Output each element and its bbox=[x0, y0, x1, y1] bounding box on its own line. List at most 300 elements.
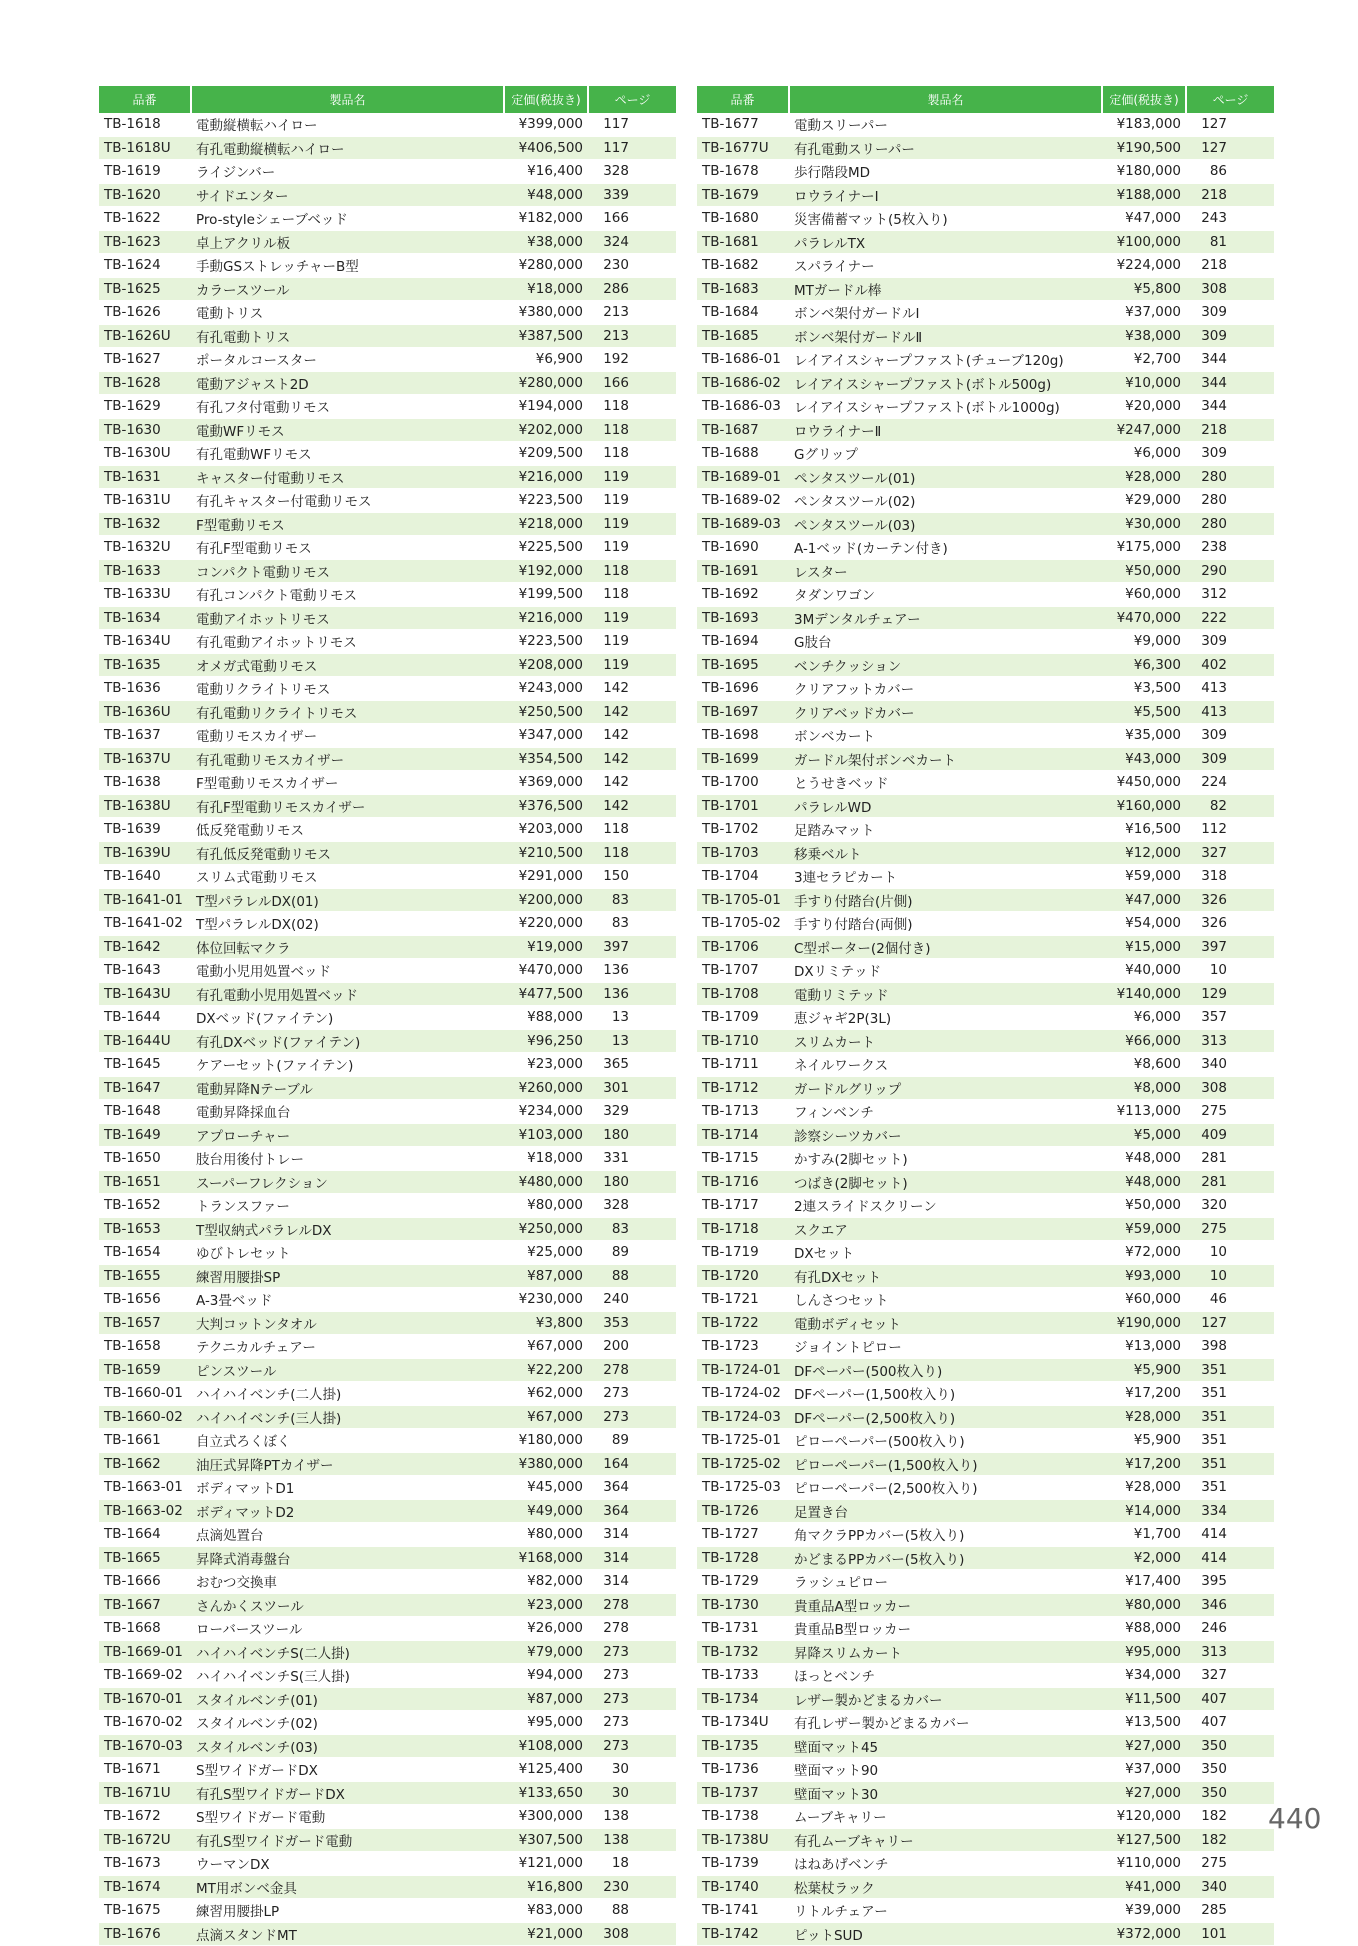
product-code: TB-1689-01 bbox=[697, 465, 789, 489]
product-code: TB-1637U bbox=[99, 747, 191, 771]
product-page: 308 bbox=[588, 1922, 676, 1946]
product-page: 331 bbox=[588, 1147, 676, 1171]
product-name: コンパクト電動リモス bbox=[191, 559, 504, 583]
table-row bbox=[697, 677, 1274, 701]
product-code: TB-1696 bbox=[697, 677, 789, 701]
product-page: 119 bbox=[588, 512, 676, 536]
table-row bbox=[697, 207, 1274, 231]
page-number: 440 bbox=[1268, 1802, 1322, 1835]
product-price: ¥13,500 bbox=[1102, 1711, 1186, 1735]
product-name: T型パラレルDX(01) bbox=[191, 888, 504, 912]
product-price: ¥113,000 bbox=[1102, 1100, 1186, 1124]
table-row bbox=[697, 935, 1274, 959]
product-name: アプローチャー bbox=[191, 1123, 504, 1147]
product-name: 有孔F型電動リモス bbox=[191, 536, 504, 560]
table-row bbox=[697, 1147, 1274, 1171]
product-page: 357 bbox=[1186, 1006, 1274, 1030]
product-name: 電動リクライトリモス bbox=[191, 677, 504, 701]
product-code: TB-1654 bbox=[99, 1241, 191, 1265]
table-row bbox=[697, 888, 1274, 912]
product-code: TB-1733 bbox=[697, 1664, 789, 1688]
table-row bbox=[99, 865, 676, 889]
product-name: ネイルワークス bbox=[789, 1053, 1102, 1077]
product-code: TB-1686-03 bbox=[697, 395, 789, 419]
table-row bbox=[697, 818, 1274, 842]
product-price: ¥3,800 bbox=[504, 1311, 588, 1335]
product-code: TB-1725-01 bbox=[697, 1429, 789, 1453]
product-code: TB-1676 bbox=[99, 1922, 191, 1946]
product-name: ラッシュピロー bbox=[789, 1570, 1102, 1594]
product-price: ¥2,000 bbox=[1102, 1546, 1186, 1570]
table-row bbox=[99, 1664, 676, 1688]
table-row bbox=[99, 1570, 676, 1594]
product-price: ¥188,000 bbox=[1102, 183, 1186, 207]
product-page: 142 bbox=[588, 794, 676, 818]
product-price: ¥18,000 bbox=[504, 1147, 588, 1171]
product-name: 移乗ベルト bbox=[789, 841, 1102, 865]
product-price: ¥6,900 bbox=[504, 348, 588, 372]
table-row bbox=[697, 113, 1274, 136]
product-page: 273 bbox=[588, 1640, 676, 1664]
product-code: TB-1647 bbox=[99, 1076, 191, 1100]
table-row bbox=[697, 465, 1274, 489]
product-name: 有孔電動リモスカイザー bbox=[191, 747, 504, 771]
product-code: TB-1681 bbox=[697, 230, 789, 254]
product-price: ¥218,000 bbox=[504, 512, 588, 536]
product-code: TB-1660-02 bbox=[99, 1405, 191, 1429]
product-name: 有孔レザー製かどまるカバー bbox=[789, 1711, 1102, 1735]
table-row bbox=[697, 1217, 1274, 1241]
product-price: ¥5,800 bbox=[1102, 277, 1186, 301]
product-name: さんかくスツール bbox=[191, 1593, 504, 1617]
table-row bbox=[99, 1100, 676, 1124]
table-row bbox=[99, 747, 676, 771]
table-row bbox=[697, 1194, 1274, 1218]
product-price: ¥5,500 bbox=[1102, 700, 1186, 724]
product-name: 有孔電動トリス bbox=[191, 324, 504, 348]
product-price: ¥48,000 bbox=[504, 183, 588, 207]
product-price: ¥347,000 bbox=[504, 724, 588, 748]
product-name: ピンスツール bbox=[191, 1358, 504, 1382]
product-code: TB-1652 bbox=[99, 1194, 191, 1218]
product-code: TB-1661 bbox=[99, 1429, 191, 1453]
table-row bbox=[99, 1852, 676, 1876]
product-code: TB-1644U bbox=[99, 1029, 191, 1053]
product-code: TB-1653 bbox=[99, 1217, 191, 1241]
product-code: TB-1643U bbox=[99, 982, 191, 1006]
product-name: 手すり付踏台(片側) bbox=[789, 888, 1102, 912]
product-page: 230 bbox=[588, 254, 676, 278]
product-code: TB-1663-01 bbox=[99, 1476, 191, 1500]
product-page: 224 bbox=[1186, 771, 1274, 795]
product-name: A-1ベッド(カーテン付き) bbox=[789, 536, 1102, 560]
product-price: ¥88,000 bbox=[504, 1006, 588, 1030]
product-price: ¥17,200 bbox=[1102, 1452, 1186, 1476]
product-price: ¥110,000 bbox=[1102, 1852, 1186, 1876]
product-name: ゆびトレセット bbox=[191, 1241, 504, 1265]
product-code: TB-1622 bbox=[99, 207, 191, 231]
product-price: ¥203,000 bbox=[504, 818, 588, 842]
product-price: ¥28,000 bbox=[1102, 1405, 1186, 1429]
product-code: TB-1710 bbox=[697, 1029, 789, 1053]
product-code: TB-1656 bbox=[99, 1288, 191, 1312]
product-price: ¥49,000 bbox=[504, 1499, 588, 1523]
product-price: ¥47,000 bbox=[1102, 888, 1186, 912]
product-page: 309 bbox=[1186, 630, 1274, 654]
product-price: ¥96,250 bbox=[504, 1029, 588, 1053]
table-row bbox=[99, 1405, 676, 1429]
product-name: ハイハイベンチ(二人掛) bbox=[191, 1382, 504, 1406]
product-name: 有孔ムーブキャリー bbox=[789, 1828, 1102, 1852]
product-price: ¥470,000 bbox=[504, 959, 588, 983]
table-row bbox=[697, 160, 1274, 184]
product-code: TB-1627 bbox=[99, 348, 191, 372]
product-code: TB-1706 bbox=[697, 935, 789, 959]
product-price: ¥19,000 bbox=[504, 935, 588, 959]
product-name: 昇降式消毒盤台 bbox=[191, 1546, 504, 1570]
product-page: 314 bbox=[588, 1546, 676, 1570]
product-page: 230 bbox=[588, 1875, 676, 1899]
product-price: ¥133,650 bbox=[504, 1781, 588, 1805]
product-name: 有孔S型ワイドガードDX bbox=[191, 1781, 504, 1805]
product-page: 127 bbox=[1186, 1311, 1274, 1335]
product-name: C型ポーター(2個付き) bbox=[789, 935, 1102, 959]
product-price: ¥15,000 bbox=[1102, 935, 1186, 959]
product-name: カラースツール bbox=[191, 277, 504, 301]
product-code: TB-1631U bbox=[99, 489, 191, 513]
product-name: 油圧式昇降PTカイザー bbox=[191, 1452, 504, 1476]
product-name: DFペーパー(500枚入り) bbox=[789, 1358, 1102, 1382]
product-price: ¥25,000 bbox=[504, 1241, 588, 1265]
product-price: ¥62,000 bbox=[504, 1382, 588, 1406]
table-header-row bbox=[697, 86, 1274, 113]
product-price: ¥5,900 bbox=[1102, 1358, 1186, 1382]
product-name: 点滴スタンドMT bbox=[191, 1922, 504, 1946]
table-row bbox=[99, 1335, 676, 1359]
product-page: 83 bbox=[588, 888, 676, 912]
product-name: S型ワイドガード電動 bbox=[191, 1805, 504, 1829]
product-name: MT用ボンベ金具 bbox=[191, 1875, 504, 1899]
product-page: 273 bbox=[588, 1734, 676, 1758]
product-page: 127 bbox=[1186, 113, 1274, 136]
product-name: 練習用腰掛SP bbox=[191, 1264, 504, 1288]
product-name: レイアイスシャープファスト(チューブ120g) bbox=[789, 348, 1102, 372]
table-row bbox=[99, 841, 676, 865]
table-row bbox=[99, 348, 676, 372]
header-page: ページ bbox=[588, 86, 676, 113]
product-name: ガードル架付ボンベカート bbox=[789, 747, 1102, 771]
product-price: ¥11,500 bbox=[1102, 1687, 1186, 1711]
product-code: TB-1643 bbox=[99, 959, 191, 983]
table-row bbox=[99, 1311, 676, 1335]
product-page: 243 bbox=[1186, 207, 1274, 231]
product-name: 有孔電動縦横転ハイロー bbox=[191, 136, 504, 160]
product-page: 324 bbox=[588, 230, 676, 254]
product-name: ロウライナーⅡ bbox=[789, 418, 1102, 442]
product-page: 312 bbox=[1186, 583, 1274, 607]
table-row bbox=[99, 1288, 676, 1312]
product-name: かすみ(2脚セット) bbox=[789, 1147, 1102, 1171]
product-price: ¥180,000 bbox=[504, 1429, 588, 1453]
product-name: 有孔F型電動リモスカイザー bbox=[191, 794, 504, 818]
product-page: 10 bbox=[1186, 1264, 1274, 1288]
product-page: 218 bbox=[1186, 183, 1274, 207]
table-row bbox=[99, 1123, 676, 1147]
product-code: TB-1726 bbox=[697, 1499, 789, 1523]
product-page: 309 bbox=[1186, 747, 1274, 771]
product-name: ピローペーパー(2,500枚入り) bbox=[789, 1476, 1102, 1500]
product-page: 166 bbox=[588, 371, 676, 395]
table-row bbox=[697, 959, 1274, 983]
product-code: TB-1738 bbox=[697, 1805, 789, 1829]
table-row bbox=[697, 1664, 1274, 1688]
product-name: MTガードル棒 bbox=[789, 277, 1102, 301]
table-row bbox=[99, 1805, 676, 1829]
product-name: 卓上アクリル板 bbox=[191, 230, 504, 254]
product-code: TB-1677U bbox=[697, 136, 789, 160]
product-code: TB-1670-03 bbox=[99, 1734, 191, 1758]
product-page: 200 bbox=[588, 1335, 676, 1359]
product-price: ¥5,000 bbox=[1102, 1123, 1186, 1147]
product-code: TB-1649 bbox=[99, 1123, 191, 1147]
product-page: 118 bbox=[588, 818, 676, 842]
product-price: ¥83,000 bbox=[504, 1899, 588, 1923]
product-page: 364 bbox=[588, 1476, 676, 1500]
product-price: ¥67,000 bbox=[504, 1405, 588, 1429]
product-page: 328 bbox=[588, 1194, 676, 1218]
product-code: TB-1663-02 bbox=[99, 1499, 191, 1523]
product-code: TB-1628 bbox=[99, 371, 191, 395]
product-code: TB-1707 bbox=[697, 959, 789, 983]
product-code: TB-1694 bbox=[697, 630, 789, 654]
product-page: 275 bbox=[1186, 1852, 1274, 1876]
product-price: ¥43,000 bbox=[1102, 747, 1186, 771]
table-row bbox=[99, 465, 676, 489]
product-code: TB-1727 bbox=[697, 1523, 789, 1547]
table-row bbox=[99, 583, 676, 607]
table-row bbox=[697, 1006, 1274, 1030]
product-price: ¥183,000 bbox=[1102, 113, 1186, 136]
product-price: ¥247,000 bbox=[1102, 418, 1186, 442]
product-name: スリム式電動リモス bbox=[191, 865, 504, 889]
product-page: 101 bbox=[1186, 1922, 1274, 1946]
product-name: おむつ交換車 bbox=[191, 1570, 504, 1594]
product-price: ¥224,000 bbox=[1102, 254, 1186, 278]
product-name: テクニカルチェアー bbox=[191, 1335, 504, 1359]
product-price: ¥94,000 bbox=[504, 1664, 588, 1688]
product-page: 397 bbox=[1186, 935, 1274, 959]
product-price: ¥202,000 bbox=[504, 418, 588, 442]
product-name: 体位回転マクラ bbox=[191, 935, 504, 959]
product-price: ¥30,000 bbox=[1102, 512, 1186, 536]
product-code: TB-1664 bbox=[99, 1523, 191, 1547]
product-price: ¥38,000 bbox=[1102, 324, 1186, 348]
product-price: ¥234,000 bbox=[504, 1100, 588, 1124]
product-page: 278 bbox=[588, 1593, 676, 1617]
product-price: ¥50,000 bbox=[1102, 559, 1186, 583]
product-price: ¥27,000 bbox=[1102, 1781, 1186, 1805]
product-name: 電動アイホットリモス bbox=[191, 606, 504, 630]
product-price: ¥72,000 bbox=[1102, 1241, 1186, 1265]
product-name: 歩行階段MD bbox=[789, 160, 1102, 184]
product-price: ¥369,000 bbox=[504, 771, 588, 795]
product-page: 328 bbox=[588, 160, 676, 184]
product-name: ピローペーパー(1,500枚入り) bbox=[789, 1452, 1102, 1476]
product-name: F型電動リモス bbox=[191, 512, 504, 536]
table-row bbox=[697, 1781, 1274, 1805]
product-code: TB-1741 bbox=[697, 1899, 789, 1923]
table-row bbox=[697, 489, 1274, 513]
product-page: 164 bbox=[588, 1452, 676, 1476]
table-row bbox=[99, 1476, 676, 1500]
product-price: ¥13,000 bbox=[1102, 1335, 1186, 1359]
product-price: ¥103,000 bbox=[504, 1123, 588, 1147]
product-page: 119 bbox=[588, 536, 676, 560]
product-code: TB-1641-02 bbox=[99, 912, 191, 936]
product-code: TB-1672 bbox=[99, 1805, 191, 1829]
product-price: ¥380,000 bbox=[504, 301, 588, 325]
product-code: TB-1735 bbox=[697, 1734, 789, 1758]
product-price: ¥17,400 bbox=[1102, 1570, 1186, 1594]
product-code: TB-1634 bbox=[99, 606, 191, 630]
product-code: TB-1724-01 bbox=[697, 1358, 789, 1382]
product-page: 326 bbox=[1186, 912, 1274, 936]
table-row bbox=[697, 230, 1274, 254]
product-price: ¥470,000 bbox=[1102, 606, 1186, 630]
product-page: 118 bbox=[588, 583, 676, 607]
product-code: TB-1693 bbox=[697, 606, 789, 630]
table-row bbox=[697, 348, 1274, 372]
product-price: ¥26,000 bbox=[504, 1617, 588, 1641]
product-name: 有孔DXベッド(ファイテン) bbox=[191, 1029, 504, 1053]
product-name: ハイハイベンチ(三人掛) bbox=[191, 1405, 504, 1429]
product-code: TB-1699 bbox=[697, 747, 789, 771]
product-name: ローバースツール bbox=[191, 1617, 504, 1641]
table-row bbox=[697, 1170, 1274, 1194]
product-page: 414 bbox=[1186, 1546, 1274, 1570]
table-row bbox=[99, 935, 676, 959]
product-code: TB-1684 bbox=[697, 301, 789, 325]
product-code: TB-1630U bbox=[99, 442, 191, 466]
product-code: TB-1635 bbox=[99, 653, 191, 677]
table-row bbox=[697, 1123, 1274, 1147]
product-code: TB-1732 bbox=[697, 1640, 789, 1664]
product-page: 119 bbox=[588, 489, 676, 513]
product-page: 10 bbox=[1186, 959, 1274, 983]
product-page: 273 bbox=[588, 1405, 676, 1429]
product-code: TB-1712 bbox=[697, 1076, 789, 1100]
table-row bbox=[697, 1100, 1274, 1124]
table-row bbox=[697, 1570, 1274, 1594]
product-page: 118 bbox=[588, 841, 676, 865]
product-code: TB-1728 bbox=[697, 1546, 789, 1570]
product-price: ¥300,000 bbox=[504, 1805, 588, 1829]
product-name: 3連セラピカート bbox=[789, 865, 1102, 889]
product-page: 334 bbox=[1186, 1499, 1274, 1523]
product-code: TB-1742 bbox=[697, 1922, 789, 1946]
product-page: 351 bbox=[1186, 1382, 1274, 1406]
table-row bbox=[99, 1264, 676, 1288]
product-price: ¥6,000 bbox=[1102, 1006, 1186, 1030]
product-page: 365 bbox=[588, 1053, 676, 1077]
product-code: TB-1736 bbox=[697, 1758, 789, 1782]
product-page: 350 bbox=[1186, 1781, 1274, 1805]
table-row bbox=[99, 1617, 676, 1641]
table-row bbox=[697, 1523, 1274, 1547]
product-price: ¥208,000 bbox=[504, 653, 588, 677]
product-code: TB-1695 bbox=[697, 653, 789, 677]
product-price: ¥406,500 bbox=[504, 136, 588, 160]
product-price: ¥100,000 bbox=[1102, 230, 1186, 254]
product-price: ¥168,000 bbox=[504, 1546, 588, 1570]
product-page: 275 bbox=[1186, 1100, 1274, 1124]
product-code: TB-1703 bbox=[697, 841, 789, 865]
product-code: TB-1626U bbox=[99, 324, 191, 348]
product-code: TB-1714 bbox=[697, 1123, 789, 1147]
product-page: 88 bbox=[588, 1264, 676, 1288]
product-page: 309 bbox=[1186, 442, 1274, 466]
product-name: ほっとベンチ bbox=[789, 1664, 1102, 1688]
product-code: TB-1689-02 bbox=[697, 489, 789, 513]
product-price: ¥223,500 bbox=[504, 489, 588, 513]
product-name: クリアフットカバー bbox=[789, 677, 1102, 701]
product-price: ¥40,000 bbox=[1102, 959, 1186, 983]
product-price: ¥59,000 bbox=[1102, 865, 1186, 889]
product-price: ¥22,200 bbox=[504, 1358, 588, 1382]
product-name: DXベッド(ファイテン) bbox=[191, 1006, 504, 1030]
product-page: 413 bbox=[1186, 700, 1274, 724]
product-page: 46 bbox=[1186, 1288, 1274, 1312]
product-code: TB-1633U bbox=[99, 583, 191, 607]
product-code: TB-1639U bbox=[99, 841, 191, 865]
product-name: オメガ式電動リモス bbox=[191, 653, 504, 677]
table-row bbox=[99, 1170, 676, 1194]
product-page: 81 bbox=[1186, 230, 1274, 254]
table-row bbox=[99, 1687, 676, 1711]
product-page: 414 bbox=[1186, 1523, 1274, 1547]
product-price: ¥120,000 bbox=[1102, 1805, 1186, 1829]
product-page: 308 bbox=[1186, 1076, 1274, 1100]
product-code: TB-1630 bbox=[99, 418, 191, 442]
product-page: 88 bbox=[588, 1899, 676, 1923]
product-price: ¥59,000 bbox=[1102, 1217, 1186, 1241]
product-name: ペンタスツール(03) bbox=[789, 512, 1102, 536]
product-name: A-3畳ベッド bbox=[191, 1288, 504, 1312]
product-code: TB-1697 bbox=[697, 700, 789, 724]
product-name: 電動トリス bbox=[191, 301, 504, 325]
product-price: ¥12,000 bbox=[1102, 841, 1186, 865]
product-name: 大判コットンタオル bbox=[191, 1311, 504, 1335]
table-row bbox=[697, 724, 1274, 748]
product-name: パラレルWD bbox=[789, 794, 1102, 818]
product-price: ¥6,000 bbox=[1102, 442, 1186, 466]
table-row bbox=[697, 912, 1274, 936]
product-name: 肢台用後付トレー bbox=[191, 1147, 504, 1171]
product-code: TB-1738U bbox=[697, 1828, 789, 1852]
product-price: ¥199,500 bbox=[504, 583, 588, 607]
table-row bbox=[99, 418, 676, 442]
product-price: ¥1,700 bbox=[1102, 1523, 1186, 1547]
table-row bbox=[697, 324, 1274, 348]
table-row bbox=[99, 1711, 676, 1735]
product-page: 213 bbox=[588, 301, 676, 325]
product-page: 112 bbox=[1186, 818, 1274, 842]
product-code: TB-1674 bbox=[99, 1875, 191, 1899]
table-row bbox=[697, 1899, 1274, 1923]
product-code: TB-1667 bbox=[99, 1593, 191, 1617]
table-row bbox=[697, 301, 1274, 325]
product-code: TB-1734 bbox=[697, 1687, 789, 1711]
